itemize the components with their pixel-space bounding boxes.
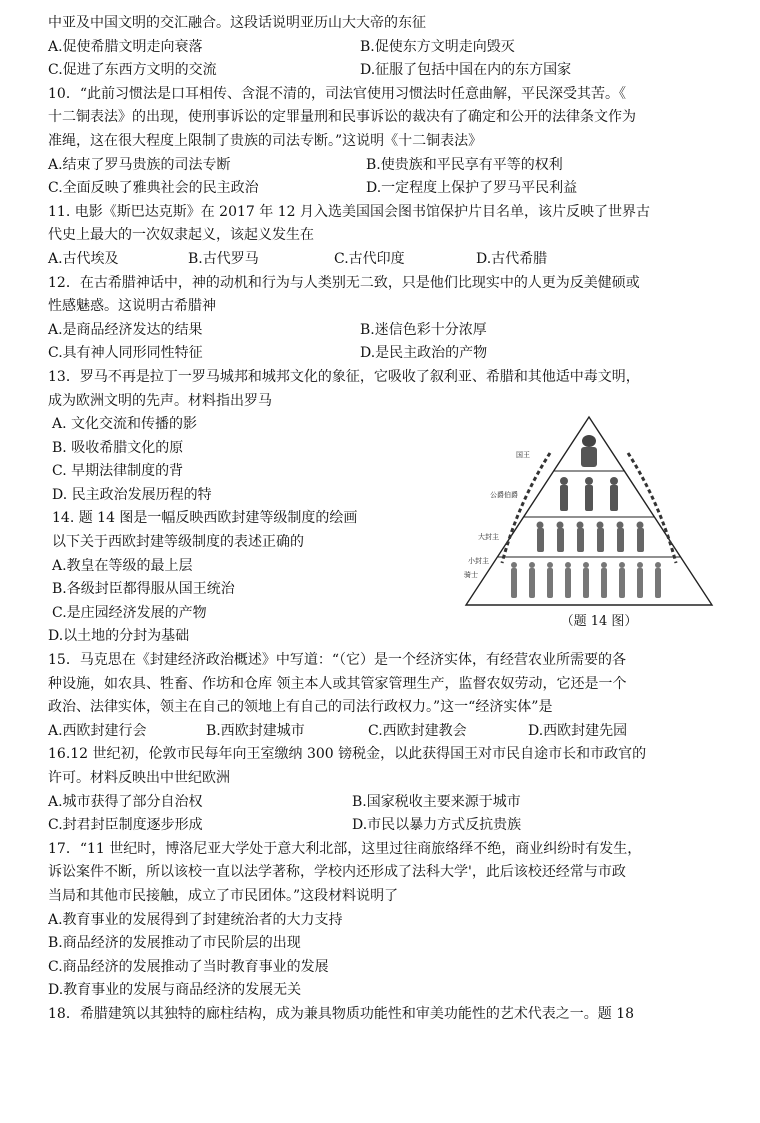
q15-stem-line2: 种设施，如农具、牲畜、作坊和仓库 领主本人或其管家管理生产，监督农奴劳动，它还是一个	[48, 675, 627, 692]
q12-option-b: B.迷信色彩十分浓厚	[360, 321, 487, 338]
q16-option-d: D.市民以暴力方式反抗贵族	[352, 817, 522, 834]
q15-option-c: C.西欧封建教会	[368, 722, 467, 739]
q13-q14-block	[48, 413, 720, 649]
q15-stem-line1: 15．马克思在《封建经济政治概述》中写道：“（它）是一个经济实体，有经营农业所需要的各	[48, 652, 626, 669]
feudal-hierarchy-figure	[458, 413, 720, 633]
q16-stem-line1: 16.12 世纪初，伦敦市民每年向王室缴纳 300 镑税金，以此获得国王对市民自途市长和市政官的	[48, 746, 647, 763]
q17-option-b: B.商品经济的发展推动了市民阶层的出现	[48, 935, 301, 952]
q10-options-row1	[48, 154, 720, 178]
q11-stem-line1: 11. 电影《斯巴达克斯》在 2017 年 12 月入选美国国会图书馆保护片目名单，该片反映了世界古	[48, 203, 650, 220]
right-arrow	[628, 453, 676, 563]
lord-figures	[537, 522, 645, 553]
q17-stem-line2: 诉讼案件不断，所以该校一直以法学著称，学校内还形成了法科大学'，此后该校还经常与市政	[48, 864, 626, 881]
q9-option-c: C.促进了东西方文明的交流	[48, 62, 217, 79]
q18-stem-line1: 18．希腊建筑以其独特的廊柱结构，成为兼具物质功能性和审美功能性的艺术代表之一。题 18	[48, 1005, 635, 1022]
q16-option-b: B.国家税收主要来源于城市	[352, 793, 521, 810]
q16-stem-line2: 许可。材料反映出中世纪欧洲	[48, 770, 230, 786]
q13-option-b: B. 吸收希腊文化的原	[52, 439, 184, 456]
q16-options-row2	[48, 814, 720, 838]
feudal-pyramid-illustration	[458, 413, 720, 613]
label-duke: 公爵伯爵	[490, 491, 518, 500]
q15-option-d: D.西欧封建先园	[528, 722, 628, 739]
q14-stem-line2: 以下关于西欧封建等级制度的表述正确的	[52, 534, 304, 551]
q11-option-d: D.古代希腊	[476, 250, 548, 267]
q10-option-c: C.全面反映了雅典社会的民主政治	[48, 180, 259, 197]
q9-option-b: B.促使东方文明走向毁灭	[360, 38, 515, 55]
q14-option-d: D.以土地的分封为基础	[48, 628, 190, 645]
q12-options-row2	[48, 342, 720, 366]
q12-options-row1	[48, 319, 720, 343]
q13-stem-line1: 13．罗马不再是拉丁一罗马城邦和城邦文化的象征，它吸收了叙利亚、希腊和其他适中毒文明，	[48, 368, 640, 385]
q12-option-c: C.具有神人同形同性特征	[48, 345, 203, 362]
q12-stem-line1: 12．在古希腊神话中，神的动机和行为与人类别无二致，只是他们比现实中的人更为反美健硕或	[48, 274, 640, 291]
knight-figures	[511, 562, 661, 598]
q10-option-a: A.结束了罗马贵族的司法专断	[48, 156, 231, 173]
q14-option-c: C.是庄园经济发展的产物	[52, 604, 207, 621]
q17-option-c: C.商品经济的发展推动了当时教育事业的发展	[48, 958, 329, 975]
q17-stem-line3: 当局和其他市民接触，成立了市民团体。”这段材料说明了	[48, 887, 399, 904]
q17-stem-line1: 17．“11 世纪时，博洛尼亚大学处于意大利北部，这里过往商旅络绎不绝，商业纠纷时有发生，	[48, 840, 642, 857]
q11-option-b: B.古代罗马	[188, 250, 259, 267]
figure-caption: （题 14 图）	[560, 614, 638, 630]
q11-stem-line2: 代史上最大的一次奴隶起义，该起义发生在	[48, 227, 314, 244]
q11-option-c: C.古代印度	[334, 250, 405, 267]
q10-stem-line3: 准绳，这在很大程度上限制了贵族的司法专断。”这说明《十二铜表法》	[48, 132, 483, 149]
q12-option-d: D.是民主政治的产物	[360, 345, 488, 362]
q17-option-d: D.教育事业的发展与商品经济的发展无关	[48, 982, 302, 999]
q9-option-d: D.征服了包括中国在内的东方国家	[360, 62, 572, 79]
q14-option-b: B.各级封臣都得服从国王统治	[52, 581, 235, 598]
q10-stem-line2: 十二铜表法》的出现，使刑事诉讼的定罪量刑和民事诉讼的裁决有了确定和公开的法律条文作为	[48, 109, 636, 126]
label-knight: 骑士	[464, 571, 478, 580]
q13-option-a: A. 文化交流和传播的影	[52, 416, 198, 433]
q10-option-b: B.使贵族和平民享有平等的权利	[366, 156, 563, 173]
q10-options-row2	[48, 177, 720, 201]
q13-option-c: C. 早期法律制度的背	[52, 463, 184, 480]
king-figure	[581, 435, 597, 467]
label-lord: 大封主	[478, 533, 499, 542]
label-king: 国王	[516, 451, 530, 460]
q13-stem-line2: 成为欧洲文明的先声。材料指出罗马	[48, 392, 272, 409]
q16-option-c: C.封君封臣制度逐步形成	[48, 817, 203, 834]
q9-options-row1	[48, 36, 720, 60]
q16-options-row1	[48, 791, 720, 815]
label-minor-lord: 小封主	[468, 557, 489, 566]
q14-stem-line1: 14. 题 14 图是一幅反映西欧封建等级制度的绘画	[52, 510, 358, 527]
q12-stem-line2: 性感魅惑。这说明古希腊神	[48, 298, 216, 315]
q15-stem-line3: 政治、法律实体，领主在自己的领地上有自己的司法行政权力。”这一“经济实体”是	[48, 699, 553, 716]
q15-options	[48, 720, 720, 744]
q11-option-a: A.古代埃及	[48, 250, 119, 267]
q15-option-a: A.西欧封建行会	[48, 722, 147, 739]
q12-option-a: A.是商品经济发达的结果	[48, 321, 203, 338]
q9-option-a: A.促使希腊文明走向衰落	[48, 38, 203, 55]
exam-page	[48, 12, 720, 1027]
q13-option-d: D. 民主政治发展历程的特	[52, 486, 212, 503]
q15-option-b: B.西欧封建城市	[206, 722, 305, 739]
q11-options	[48, 248, 720, 272]
q17-option-a: A.教育事业的发展得到了封建统治者的大力支持	[48, 911, 343, 928]
q14-option-a: A.教皇在等级的最上层	[52, 557, 193, 574]
duke-figures	[560, 477, 618, 511]
q10-option-d: D.一定程度上保护了罗马平民利益	[366, 180, 578, 197]
q16-option-a: A.城市获得了部分自治权	[48, 793, 203, 810]
q9-stem: 中亚及中国文明的交汇融合。这段话说明亚历山大大帝的东征	[48, 15, 426, 31]
q10-stem-line1: 10．“此前习惯法是口耳相传、含混不清的，司法官使用习惯法时任意曲解，平民深受其苦。《	[48, 85, 626, 102]
q9-options-row2	[48, 59, 720, 83]
